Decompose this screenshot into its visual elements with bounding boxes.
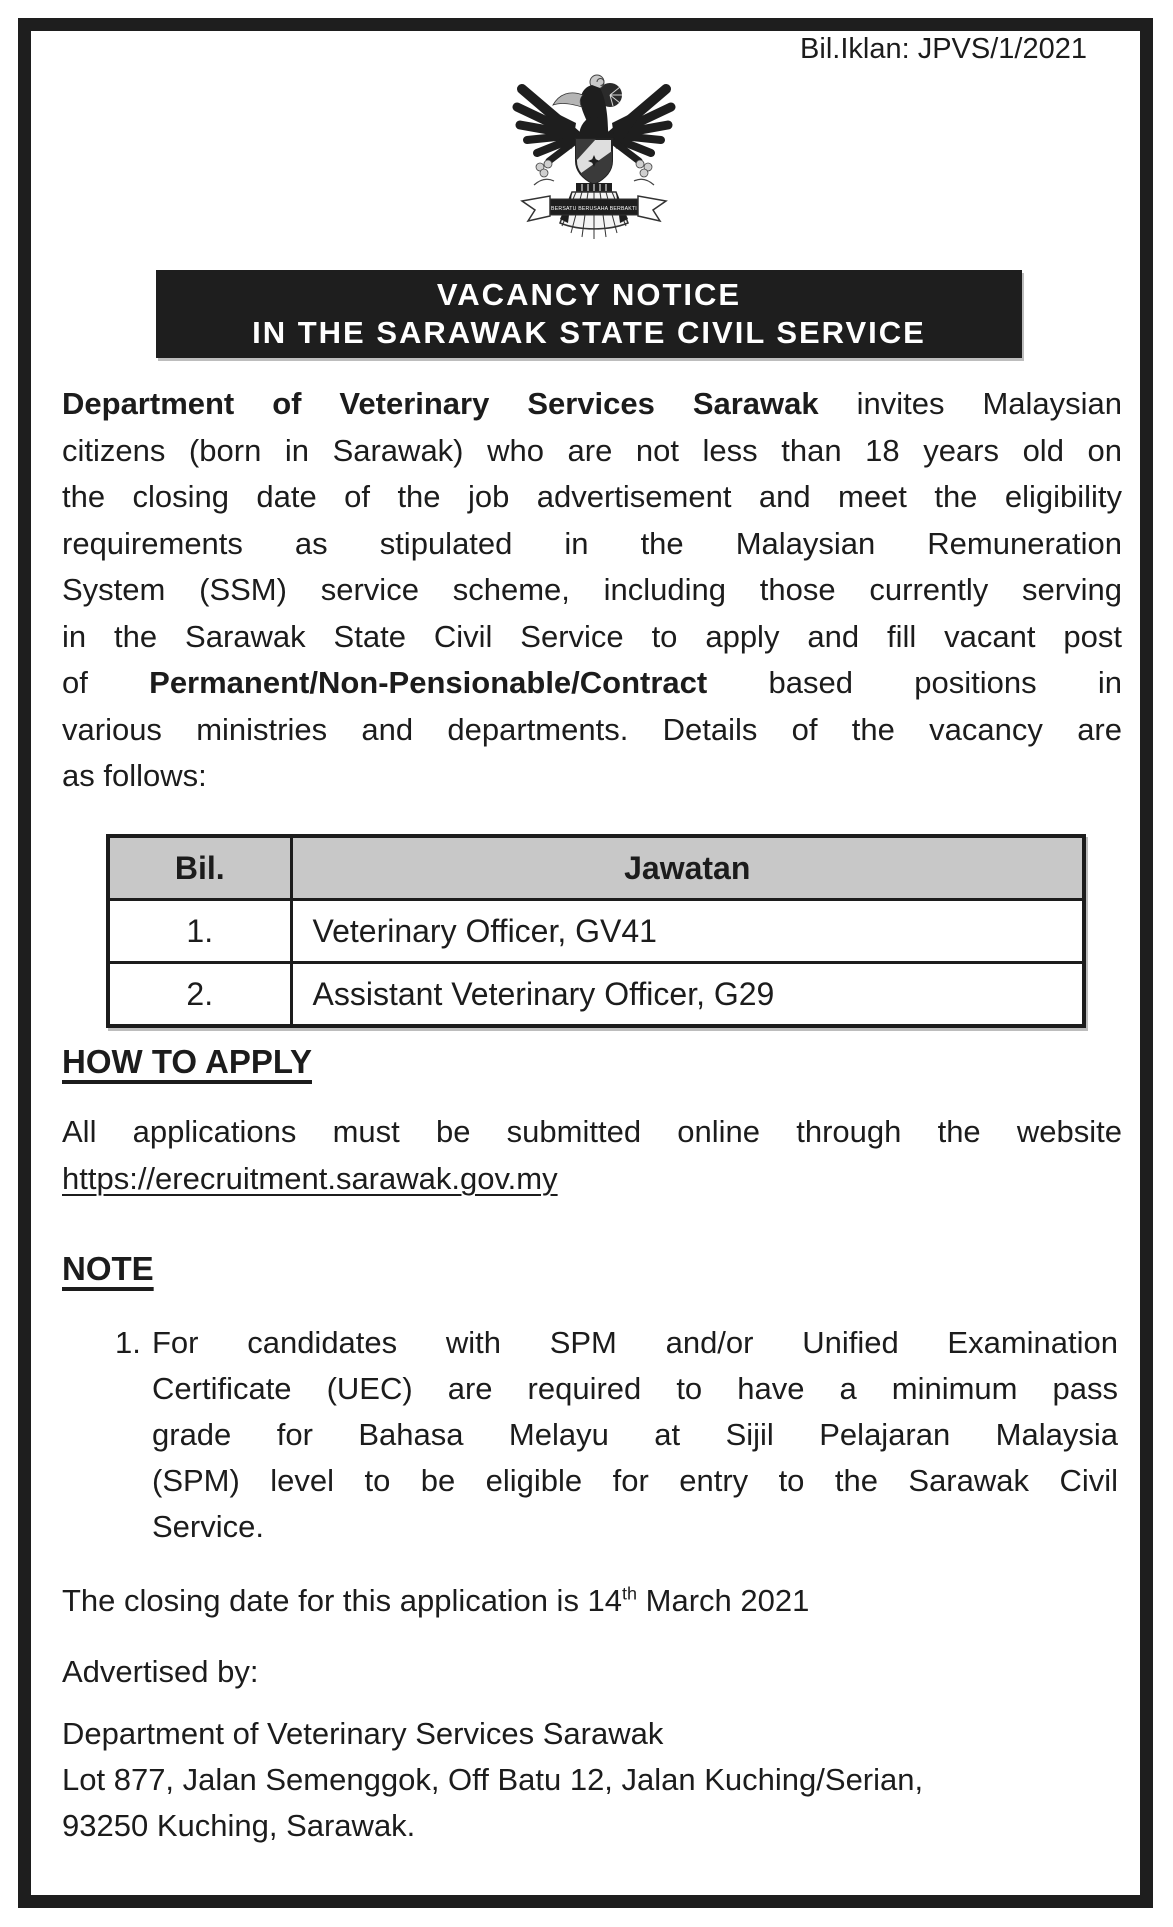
banner-title-line2: IN THE SARAWAK STATE CIVIL SERVICE	[252, 315, 926, 350]
text-line: For candidates with SPM and/or Unified Examination	[152, 1325, 1118, 1360]
text-line: Department of Veterinary Services Sarawak invites Malaysian	[62, 386, 1122, 421]
ordinal-suffix: th	[622, 1583, 638, 1604]
intro-paragraph	[62, 381, 1122, 800]
sarawak-coat-of-arms	[510, 73, 678, 245]
note-heading: NOTE	[62, 1250, 154, 1287]
table-header-row	[108, 836, 1084, 900]
advertiser-address	[62, 1711, 923, 1849]
table-header-bil: Bil.	[108, 836, 291, 900]
table-row	[108, 900, 1084, 963]
table-row	[108, 963, 1084, 1027]
text-line: citizens (born in Sarawak) who are not less than 18 years old on	[62, 432, 1122, 468]
text-line: the closing date of the job advertisement and meet the eligibility	[62, 479, 1122, 514]
closing-date-line	[62, 1578, 809, 1624]
text-line: Lot 877, Jalan Semenggok, Off Batu 12, Jalan Kuching/Serian,	[62, 1762, 924, 1797]
text-line: Service.	[152, 1509, 264, 1544]
page-border-frame	[18, 18, 1153, 1908]
note-text	[152, 1320, 1118, 1550]
text-line: as follows:	[62, 758, 207, 793]
recruitment-url[interactable]: https://erecruitment.sarawak.gov.my	[62, 1160, 558, 1196]
table-header-jawatan: Jawatan	[291, 836, 1084, 900]
text-line: requirements as stipulated in the Malaysian Remuneration	[62, 525, 1122, 561]
cell-jawatan: Assistant Veterinary Officer, G29	[291, 963, 1084, 1027]
text-line: of Permanent/Non-Pensionable/Contract based positions in	[62, 665, 1123, 700]
crest-motto: BERSATU BERUSAHA BERBAKTI	[551, 206, 637, 212]
cell-bil: 2.	[108, 963, 291, 1027]
text-line: grade for Bahasa Melayu at Sijil Pelajaran Malaysia	[152, 1417, 1118, 1452]
vacancy-banner	[156, 270, 1022, 358]
text-line: various ministries and departments. Details of the vacancy are	[62, 711, 1122, 747]
vacancy-table	[106, 834, 1086, 1028]
closing-date-rest: March 2021	[637, 1583, 810, 1618]
note-number: 1.	[115, 1325, 141, 1360]
notice-content	[31, 31, 1140, 1895]
advert-reference-number: Bil.Iklan: JPVS/1/2021	[800, 33, 1087, 65]
how-to-apply-heading: HOW TO APPLY	[62, 1043, 312, 1080]
state-crest-icon	[510, 73, 678, 245]
text-line: (SPM) level to be eligible for entry to the Sarawak Civil	[152, 1463, 1118, 1498]
note-item	[115, 1320, 1118, 1550]
text-line: All applications must be submitted online through the website	[62, 1114, 1122, 1149]
apply-paragraph	[62, 1109, 1122, 1202]
closing-date-text: The closing date for this application is 14	[62, 1583, 623, 1618]
banner-title-line1: VACANCY NOTICE	[436, 277, 742, 312]
vacancy-table-wrap	[106, 834, 1086, 1028]
cell-jawatan: Veterinary Officer, GV41	[291, 900, 1084, 963]
text-line: Department of Veterinary Services Sarawak	[62, 1716, 664, 1751]
text-line: in the Sarawak State Civil Service to apply and fill vacant post	[62, 618, 1122, 654]
apply-text	[62, 1109, 1122, 1156]
cell-bil: 1.	[108, 900, 291, 963]
advertised-by-label: Advertised by:	[62, 1654, 259, 1689]
text-line: System (SSM) service scheme, including those currently serving	[62, 572, 1122, 607]
text-line: 93250 Kuching, Sarawak.	[62, 1808, 416, 1843]
text-line: Certificate (UEC) are required to have a minimum pass	[152, 1371, 1118, 1406]
